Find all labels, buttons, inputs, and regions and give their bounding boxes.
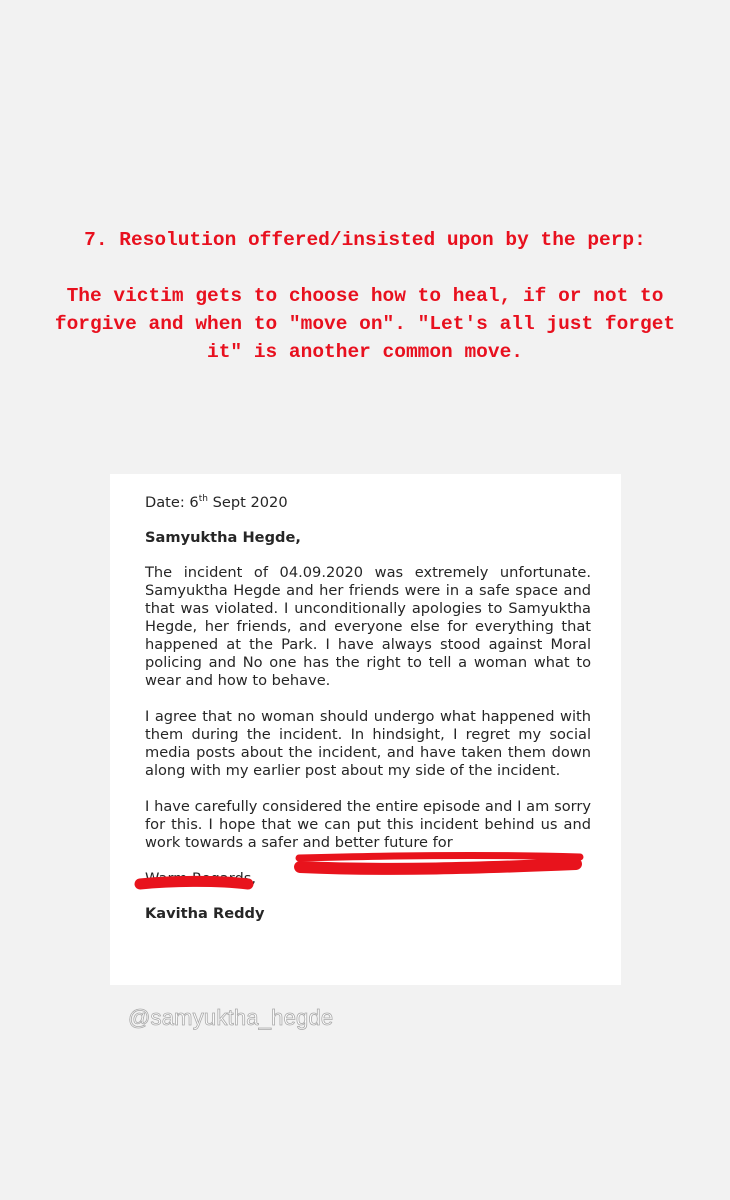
username-watermark: @samyuktha_hegde <box>128 1005 334 1030</box>
letter-date: Date: 6th Sept 2020 <box>145 493 288 511</box>
letter-paragraph-3: I have carefully considered the entire episode and I am sorry for this. I hope that we can put this incident behind us and work towards a safer and better future for <box>145 797 591 851</box>
letter-paragraph-2: I agree that no woman should undergo what happened with them during the incident. In hindsight, I regret my social media posts about the incident, and have taken them down along with my earlier post about my side of the incident. <box>145 707 591 779</box>
letter-signature: Kavitha Reddy <box>145 904 265 922</box>
apology-letter <box>110 474 621 985</box>
caption-body: The victim gets to choose how to heal, if or not to forgive and when to "move on". "Let's all just forget it" is another common move. <box>54 285 676 363</box>
letter-closing: Warm Regards, <box>145 869 256 887</box>
letter-paragraph-1: The incident of 04.09.2020 was extremely unfortunate. Samyuktha Hegde and her friends were in a safe space and that was violated. I unconditionally apologies to Samyuktha Hegde, her friends, and everyone else for everything that happened at the Park. I have always stood against Moral policing and No one has the right to tell a woman what to wear and how to behave. <box>145 563 591 689</box>
story-caption <box>40 226 690 366</box>
caption-heading: 7. Resolution offered/insisted upon by the perp: <box>84 229 646 251</box>
letter-salutation: Samyuktha Hegde, <box>145 528 301 546</box>
